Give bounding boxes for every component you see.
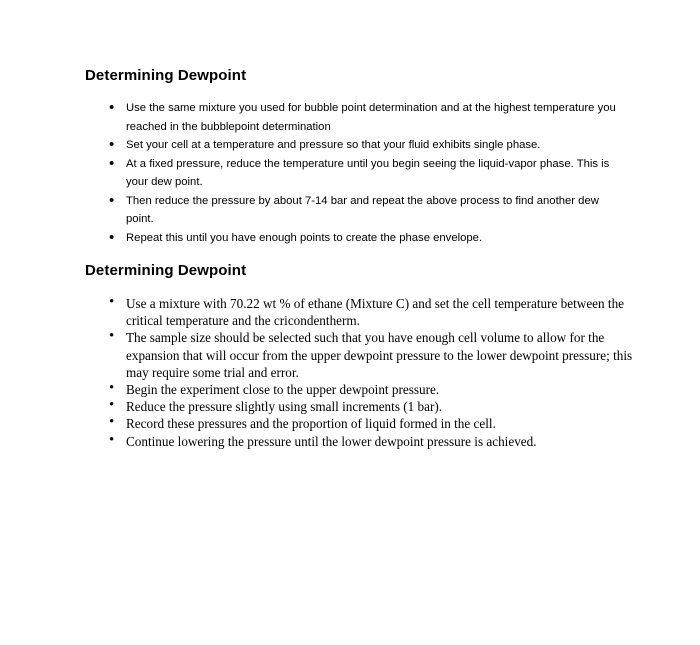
list-item-text: Begin the experiment close to the upper dewpoint pressure. (126, 382, 440, 398)
list-item-text: Record these pressures and the proportion of liquid formed in the cell. (126, 416, 496, 432)
bullet-icon: • (109, 414, 115, 431)
list-item (109, 136, 629, 155)
list-item (109, 192, 629, 229)
list-item (109, 229, 629, 248)
section-heading-1: Determining Dewpoint (85, 67, 247, 84)
list-item (109, 415, 639, 432)
list-item (109, 155, 629, 192)
list-item (109, 381, 639, 398)
list-item (109, 433, 639, 450)
bullet-icon: • (109, 380, 115, 397)
bullet-icon: • (109, 397, 115, 414)
bullet-icon: • (109, 228, 115, 246)
list-item (109, 329, 639, 381)
bullet-icon: • (109, 136, 115, 153)
list-item (109, 99, 629, 136)
list-item (109, 398, 639, 415)
bullet-icon: • (109, 99, 115, 116)
list-item-text: At a fixed pressure, reduce the temperature until you begin seeing the liquid-vapor phase. This is your dew point. (126, 157, 610, 188)
section-heading-2: Determining Dewpoint (85, 262, 247, 279)
list-item (109, 295, 639, 329)
bullet-list-1 (109, 99, 629, 247)
list-item-text: Use a mixture with 70.22 wt % of ethane (Mixture C) and set the cell temperature between the critical temperature and the cricondentherm. (126, 296, 625, 329)
list-item-text: Set your cell at a temperature and pressure so that your fluid exhibits single phase. (126, 139, 541, 151)
bullet-icon: • (109, 328, 115, 345)
list-item-text: The sample size should be selected such that you have enough cell volume to allow for the expansion that will occur from the upper dewpoint pressure to the lower dewpoint pressure; this may require some trial and error. (126, 330, 633, 380)
list-item-text: Then reduce the pressure by about 7-14 bar and repeat the above process to find another dew point. (126, 194, 599, 225)
list-item-text: Repeat this until you have enough points to create the phase envelope. (126, 231, 483, 244)
list-item-text: Reduce the pressure slightly using small increments (1 bar). (126, 399, 443, 415)
bullet-icon: • (109, 431, 115, 448)
bullet-icon: • (109, 191, 115, 209)
list-item-text: Continue lowering the pressure until the lower dewpoint pressure is achieved. (126, 433, 537, 449)
bullet-icon: • (109, 154, 115, 172)
bullet-icon: • (109, 294, 115, 310)
bullet-list-2 (109, 295, 639, 450)
list-item-text: Use the same mixture you used for bubble point determination and at the highest temperature you reached in the bubblepoint determination (126, 102, 616, 133)
